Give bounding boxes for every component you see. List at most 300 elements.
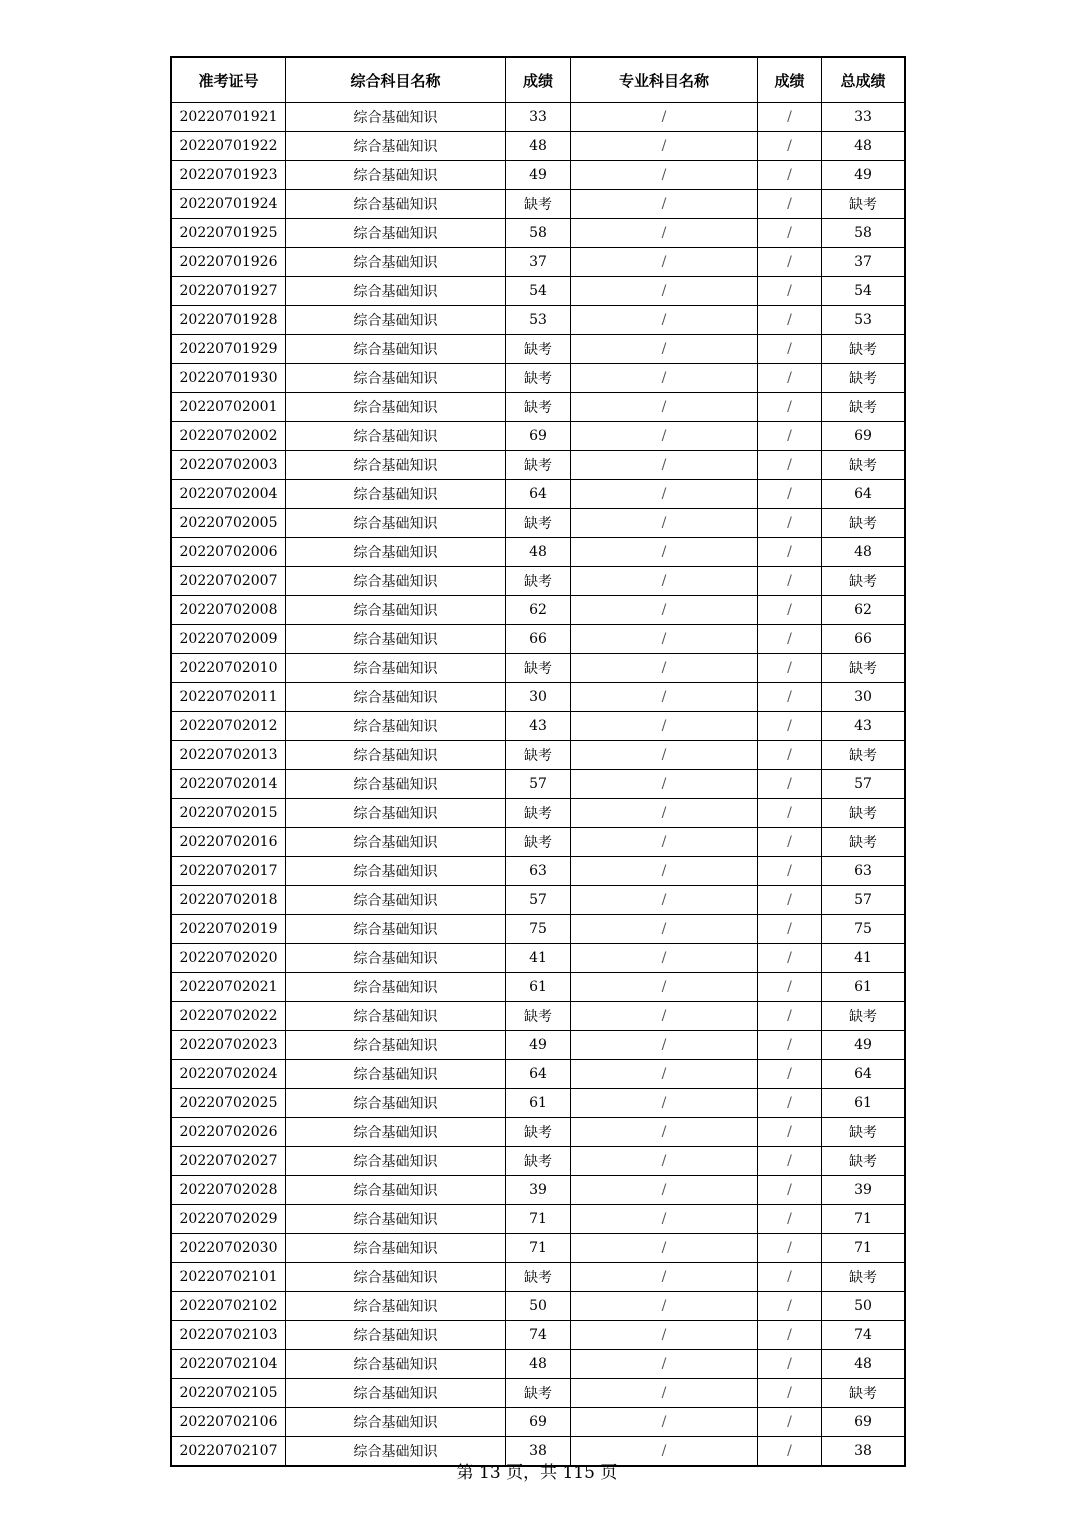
major-score-cell: / xyxy=(758,335,822,364)
major-subject-cell: / xyxy=(571,596,758,625)
major-score-cell: / xyxy=(758,248,822,277)
major-subject-cell: / xyxy=(571,1118,758,1147)
header-general-score: 成绩 xyxy=(506,57,571,103)
general-score-cell: 62 xyxy=(506,596,571,625)
major-score-cell: / xyxy=(758,1408,822,1437)
general-subject-cell: 综合基础知识 xyxy=(286,1437,506,1467)
major-subject-cell: / xyxy=(571,1147,758,1176)
major-subject-cell: / xyxy=(571,915,758,944)
major-score-cell: / xyxy=(758,1205,822,1234)
exam-id-cell: 20220702018 xyxy=(171,886,286,915)
total-score-cell: 75 xyxy=(822,915,906,944)
general-subject-cell: 综合基础知识 xyxy=(286,509,506,538)
major-score-cell: / xyxy=(758,161,822,190)
general-score-cell: 57 xyxy=(506,770,571,799)
major-score-cell: / xyxy=(758,973,822,1002)
major-subject-cell: / xyxy=(571,1002,758,1031)
exam-id-cell: 20220702011 xyxy=(171,683,286,712)
total-score-cell: 62 xyxy=(822,596,906,625)
table-row xyxy=(171,509,905,538)
table-row xyxy=(171,770,905,799)
exam-id-cell: 20220702013 xyxy=(171,741,286,770)
exam-id-cell: 20220702005 xyxy=(171,509,286,538)
table-body xyxy=(171,103,905,1467)
major-score-cell: / xyxy=(758,828,822,857)
total-score-cell: 缺考 xyxy=(822,364,906,393)
table-row xyxy=(171,828,905,857)
exam-id-cell: 20220701925 xyxy=(171,219,286,248)
major-score-cell: / xyxy=(758,683,822,712)
major-score-cell: / xyxy=(758,1350,822,1379)
major-score-cell: / xyxy=(758,886,822,915)
major-score-cell: / xyxy=(758,1321,822,1350)
general-subject-cell: 综合基础知识 xyxy=(286,335,506,364)
header-major-score: 成绩 xyxy=(758,57,822,103)
major-subject-cell: / xyxy=(571,277,758,306)
major-score-cell: / xyxy=(758,538,822,567)
general-score-cell: 缺考 xyxy=(506,741,571,770)
general-score-cell: 71 xyxy=(506,1205,571,1234)
total-score-cell: 49 xyxy=(822,161,906,190)
major-subject-cell: / xyxy=(571,712,758,741)
major-subject-cell: / xyxy=(571,1321,758,1350)
table-row xyxy=(171,190,905,219)
general-subject-cell: 综合基础知识 xyxy=(286,1002,506,1031)
header-general-subject: 综合科目名称 xyxy=(286,57,506,103)
major-score-cell: / xyxy=(758,915,822,944)
major-subject-cell: / xyxy=(571,741,758,770)
exam-id-cell: 20220702030 xyxy=(171,1234,286,1263)
total-score-cell: 63 xyxy=(822,857,906,886)
exam-id-cell: 20220701923 xyxy=(171,161,286,190)
major-score-cell: / xyxy=(758,799,822,828)
major-subject-cell: / xyxy=(571,1176,758,1205)
major-score-cell: / xyxy=(758,741,822,770)
general-score-cell: 缺考 xyxy=(506,451,571,480)
major-subject-cell: / xyxy=(571,770,758,799)
general-score-cell: 48 xyxy=(506,132,571,161)
major-subject-cell: / xyxy=(571,451,758,480)
general-subject-cell: 综合基础知识 xyxy=(286,683,506,712)
general-score-cell: 缺考 xyxy=(506,654,571,683)
general-subject-cell: 综合基础知识 xyxy=(286,480,506,509)
table-row xyxy=(171,1408,905,1437)
major-subject-cell: / xyxy=(571,828,758,857)
table-row xyxy=(171,712,905,741)
table-row xyxy=(171,1147,905,1176)
exam-id-cell: 20220702025 xyxy=(171,1089,286,1118)
general-score-cell: 49 xyxy=(506,1031,571,1060)
table-row xyxy=(171,886,905,915)
total-score-cell: 50 xyxy=(822,1292,906,1321)
major-subject-cell: / xyxy=(571,683,758,712)
general-score-cell: 缺考 xyxy=(506,364,571,393)
total-score-cell: 66 xyxy=(822,625,906,654)
exam-id-cell: 20220702002 xyxy=(171,422,286,451)
general-subject-cell: 综合基础知识 xyxy=(286,596,506,625)
total-score-cell: 37 xyxy=(822,248,906,277)
table-row xyxy=(171,538,905,567)
total-score-cell: 69 xyxy=(822,422,906,451)
general-subject-cell: 综合基础知识 xyxy=(286,625,506,654)
exam-id-cell: 20220702026 xyxy=(171,1118,286,1147)
major-score-cell: / xyxy=(758,1234,822,1263)
total-score-cell: 30 xyxy=(822,683,906,712)
exam-id-cell: 20220701924 xyxy=(171,190,286,219)
general-score-cell: 43 xyxy=(506,712,571,741)
exam-id-cell: 20220702006 xyxy=(171,538,286,567)
major-score-cell: / xyxy=(758,364,822,393)
general-score-cell: 61 xyxy=(506,973,571,1002)
major-score-cell: / xyxy=(758,393,822,422)
table-row xyxy=(171,422,905,451)
general-subject-cell: 综合基础知识 xyxy=(286,712,506,741)
general-score-cell: 64 xyxy=(506,480,571,509)
major-subject-cell: / xyxy=(571,248,758,277)
major-subject-cell: / xyxy=(571,799,758,828)
table-row xyxy=(171,1002,905,1031)
general-subject-cell: 综合基础知识 xyxy=(286,538,506,567)
major-score-cell: / xyxy=(758,219,822,248)
major-subject-cell: / xyxy=(571,1292,758,1321)
major-subject-cell: / xyxy=(571,944,758,973)
table-row xyxy=(171,915,905,944)
table-header xyxy=(171,57,905,103)
header-total-score: 总成绩 xyxy=(822,57,906,103)
total-score-cell: 缺考 xyxy=(822,393,906,422)
general-score-cell: 缺考 xyxy=(506,567,571,596)
general-score-cell: 48 xyxy=(506,1350,571,1379)
table-row xyxy=(171,1205,905,1234)
general-subject-cell: 综合基础知识 xyxy=(286,219,506,248)
general-score-cell: 缺考 xyxy=(506,828,571,857)
general-subject-cell: 综合基础知识 xyxy=(286,1060,506,1089)
table-row xyxy=(171,1321,905,1350)
table-row xyxy=(171,1379,905,1408)
exam-id-cell: 20220702028 xyxy=(171,1176,286,1205)
general-score-cell: 53 xyxy=(506,306,571,335)
total-score-cell: 缺考 xyxy=(822,741,906,770)
general-score-cell: 缺考 xyxy=(506,1118,571,1147)
general-subject-cell: 综合基础知识 xyxy=(286,393,506,422)
total-score-cell: 57 xyxy=(822,886,906,915)
major-subject-cell: / xyxy=(571,1350,758,1379)
table-row xyxy=(171,1176,905,1205)
major-subject-cell: / xyxy=(571,1263,758,1292)
general-subject-cell: 综合基础知识 xyxy=(286,1118,506,1147)
exam-id-cell: 20220702017 xyxy=(171,857,286,886)
major-subject-cell: / xyxy=(571,567,758,596)
total-score-cell: 缺考 xyxy=(822,190,906,219)
total-score-cell: 缺考 xyxy=(822,1118,906,1147)
general-score-cell: 33 xyxy=(506,103,571,132)
exam-id-cell: 20220701921 xyxy=(171,103,286,132)
general-subject-cell: 综合基础知识 xyxy=(286,1379,506,1408)
major-subject-cell: / xyxy=(571,1379,758,1408)
table-row xyxy=(171,277,905,306)
major-subject-cell: / xyxy=(571,335,758,364)
major-score-cell: / xyxy=(758,1147,822,1176)
major-subject-cell: / xyxy=(571,103,758,132)
table-row xyxy=(171,973,905,1002)
major-subject-cell: / xyxy=(571,364,758,393)
general-score-cell: 69 xyxy=(506,422,571,451)
table-row xyxy=(171,248,905,277)
total-score-cell: 48 xyxy=(822,132,906,161)
general-score-cell: 缺考 xyxy=(506,1002,571,1031)
exam-id-cell: 20220702024 xyxy=(171,1060,286,1089)
major-score-cell: / xyxy=(758,625,822,654)
major-score-cell: / xyxy=(758,1176,822,1205)
general-score-cell: 75 xyxy=(506,915,571,944)
total-score-cell: 58 xyxy=(822,219,906,248)
major-score-cell: / xyxy=(758,1263,822,1292)
table-row xyxy=(171,480,905,509)
general-score-cell: 64 xyxy=(506,1060,571,1089)
general-subject-cell: 综合基础知识 xyxy=(286,161,506,190)
exam-id-cell: 20220702001 xyxy=(171,393,286,422)
general-score-cell: 54 xyxy=(506,277,571,306)
table-row xyxy=(171,683,905,712)
major-score-cell: / xyxy=(758,1031,822,1060)
major-score-cell: / xyxy=(758,451,822,480)
exam-id-cell: 20220702015 xyxy=(171,799,286,828)
major-subject-cell: / xyxy=(571,1437,758,1467)
total-score-cell: 64 xyxy=(822,480,906,509)
major-score-cell: / xyxy=(758,944,822,973)
exam-id-cell: 20220702020 xyxy=(171,944,286,973)
total-score-cell: 缺考 xyxy=(822,567,906,596)
exam-id-cell: 20220702007 xyxy=(171,567,286,596)
general-subject-cell: 综合基础知识 xyxy=(286,306,506,335)
table-row xyxy=(171,1031,905,1060)
total-score-cell: 缺考 xyxy=(822,828,906,857)
general-score-cell: 38 xyxy=(506,1437,571,1467)
general-subject-cell: 综合基础知识 xyxy=(286,364,506,393)
major-subject-cell: / xyxy=(571,132,758,161)
major-score-cell: / xyxy=(758,480,822,509)
table-row xyxy=(171,132,905,161)
major-score-cell: / xyxy=(758,1089,822,1118)
exam-id-cell: 20220701927 xyxy=(171,277,286,306)
general-subject-cell: 综合基础知识 xyxy=(286,886,506,915)
major-score-cell: / xyxy=(758,857,822,886)
general-subject-cell: 综合基础知识 xyxy=(286,654,506,683)
major-score-cell: / xyxy=(758,277,822,306)
table-row xyxy=(171,219,905,248)
total-score-cell: 71 xyxy=(822,1205,906,1234)
table-row xyxy=(171,1060,905,1089)
major-subject-cell: / xyxy=(571,161,758,190)
total-score-cell: 69 xyxy=(822,1408,906,1437)
exam-id-cell: 20220702008 xyxy=(171,596,286,625)
major-score-cell: / xyxy=(758,190,822,219)
table-row xyxy=(171,1350,905,1379)
major-subject-cell: / xyxy=(571,219,758,248)
total-score-cell: 缺考 xyxy=(822,451,906,480)
major-subject-cell: / xyxy=(571,1031,758,1060)
general-subject-cell: 综合基础知识 xyxy=(286,190,506,219)
major-score-cell: / xyxy=(758,422,822,451)
general-score-cell: 50 xyxy=(506,1292,571,1321)
general-score-cell: 63 xyxy=(506,857,571,886)
exam-id-cell: 20220702104 xyxy=(171,1350,286,1379)
general-subject-cell: 综合基础知识 xyxy=(286,1321,506,1350)
general-subject-cell: 综合基础知识 xyxy=(286,799,506,828)
total-score-cell: 41 xyxy=(822,944,906,973)
major-score-cell: / xyxy=(758,509,822,538)
major-score-cell: / xyxy=(758,712,822,741)
major-subject-cell: / xyxy=(571,857,758,886)
general-subject-cell: 综合基础知识 xyxy=(286,973,506,1002)
table-row xyxy=(171,335,905,364)
total-score-cell: 缺考 xyxy=(822,1263,906,1292)
total-score-cell: 缺考 xyxy=(822,509,906,538)
general-subject-cell: 综合基础知识 xyxy=(286,451,506,480)
general-score-cell: 缺考 xyxy=(506,799,571,828)
general-subject-cell: 综合基础知识 xyxy=(286,1031,506,1060)
general-score-cell: 69 xyxy=(506,1408,571,1437)
total-score-cell: 64 xyxy=(822,1060,906,1089)
total-score-cell: 61 xyxy=(822,1089,906,1118)
exam-id-cell: 20220701926 xyxy=(171,248,286,277)
general-score-cell: 30 xyxy=(506,683,571,712)
major-subject-cell: / xyxy=(571,1205,758,1234)
major-subject-cell: / xyxy=(571,654,758,683)
general-score-cell: 74 xyxy=(506,1321,571,1350)
major-score-cell: / xyxy=(758,306,822,335)
general-score-cell: 缺考 xyxy=(506,335,571,364)
exam-id-cell: 20220702010 xyxy=(171,654,286,683)
exam-id-cell: 20220702027 xyxy=(171,1147,286,1176)
general-score-cell: 缺考 xyxy=(506,1263,571,1292)
total-score-cell: 33 xyxy=(822,103,906,132)
general-score-cell: 49 xyxy=(506,161,571,190)
exam-id-cell: 20220702022 xyxy=(171,1002,286,1031)
exam-id-cell: 20220701930 xyxy=(171,364,286,393)
exam-id-cell: 20220702009 xyxy=(171,625,286,654)
general-subject-cell: 综合基础知识 xyxy=(286,422,506,451)
major-score-cell: / xyxy=(758,132,822,161)
table-row xyxy=(171,596,905,625)
general-subject-cell: 综合基础知识 xyxy=(286,944,506,973)
header-row xyxy=(171,57,905,103)
major-subject-cell: / xyxy=(571,306,758,335)
major-subject-cell: / xyxy=(571,538,758,567)
total-score-cell: 53 xyxy=(822,306,906,335)
major-subject-cell: / xyxy=(571,625,758,654)
table-row xyxy=(171,1263,905,1292)
total-score-cell: 缺考 xyxy=(822,799,906,828)
general-score-cell: 缺考 xyxy=(506,190,571,219)
major-score-cell: / xyxy=(758,1379,822,1408)
total-score-cell: 74 xyxy=(822,1321,906,1350)
exam-id-cell: 20220702029 xyxy=(171,1205,286,1234)
exam-id-cell: 20220702019 xyxy=(171,915,286,944)
major-score-cell: / xyxy=(758,567,822,596)
general-subject-cell: 综合基础知识 xyxy=(286,1234,506,1263)
general-subject-cell: 综合基础知识 xyxy=(286,1292,506,1321)
exam-id-cell: 20220702102 xyxy=(171,1292,286,1321)
general-score-cell: 57 xyxy=(506,886,571,915)
major-subject-cell: / xyxy=(571,480,758,509)
total-score-cell: 39 xyxy=(822,1176,906,1205)
table-row xyxy=(171,1292,905,1321)
page-footer: 第 13 页，共 115 页 xyxy=(456,1463,618,1483)
table-row xyxy=(171,1089,905,1118)
table-row xyxy=(171,1118,905,1147)
general-subject-cell: 综合基础知识 xyxy=(286,741,506,770)
major-subject-cell: / xyxy=(571,886,758,915)
general-subject-cell: 综合基础知识 xyxy=(286,1176,506,1205)
major-subject-cell: / xyxy=(571,190,758,219)
score-table xyxy=(170,56,906,1467)
table-row xyxy=(171,625,905,654)
exam-id-cell: 20220702021 xyxy=(171,973,286,1002)
table-row xyxy=(171,741,905,770)
general-score-cell: 缺考 xyxy=(506,1147,571,1176)
table-row xyxy=(171,451,905,480)
general-score-cell: 61 xyxy=(506,1089,571,1118)
general-subject-cell: 综合基础知识 xyxy=(286,857,506,886)
total-score-cell: 缺考 xyxy=(822,335,906,364)
exam-id-cell: 20220701929 xyxy=(171,335,286,364)
major-score-cell: / xyxy=(758,770,822,799)
general-subject-cell: 综合基础知识 xyxy=(286,132,506,161)
general-score-cell: 41 xyxy=(506,944,571,973)
major-subject-cell: / xyxy=(571,973,758,1002)
exam-id-cell: 20220702106 xyxy=(171,1408,286,1437)
table-row xyxy=(171,364,905,393)
total-score-cell: 48 xyxy=(822,538,906,567)
exam-id-cell: 20220702003 xyxy=(171,451,286,480)
exam-id-cell: 20220702014 xyxy=(171,770,286,799)
table-row xyxy=(171,654,905,683)
exam-id-cell: 20220702004 xyxy=(171,480,286,509)
major-score-cell: / xyxy=(758,1437,822,1467)
major-subject-cell: / xyxy=(571,1408,758,1437)
table-row xyxy=(171,944,905,973)
exam-id-cell: 20220702023 xyxy=(171,1031,286,1060)
exam-id-cell: 20220702107 xyxy=(171,1437,286,1467)
general-subject-cell: 综合基础知识 xyxy=(286,567,506,596)
general-score-cell: 37 xyxy=(506,248,571,277)
total-score-cell: 71 xyxy=(822,1234,906,1263)
general-subject-cell: 综合基础知识 xyxy=(286,103,506,132)
general-subject-cell: 综合基础知识 xyxy=(286,770,506,799)
total-score-cell: 缺考 xyxy=(822,1002,906,1031)
general-subject-cell: 综合基础知识 xyxy=(286,1147,506,1176)
major-score-cell: / xyxy=(758,1292,822,1321)
general-subject-cell: 综合基础知识 xyxy=(286,1205,506,1234)
general-score-cell: 缺考 xyxy=(506,509,571,538)
total-score-cell: 49 xyxy=(822,1031,906,1060)
general-subject-cell: 综合基础知识 xyxy=(286,828,506,857)
major-subject-cell: / xyxy=(571,1089,758,1118)
exam-id-cell: 20220702105 xyxy=(171,1379,286,1408)
major-score-cell: / xyxy=(758,596,822,625)
major-score-cell: / xyxy=(758,1002,822,1031)
total-score-cell: 缺考 xyxy=(822,654,906,683)
general-subject-cell: 综合基础知识 xyxy=(286,1089,506,1118)
major-score-cell: / xyxy=(758,103,822,132)
table-row xyxy=(171,161,905,190)
general-score-cell: 48 xyxy=(506,538,571,567)
table-row xyxy=(171,306,905,335)
total-score-cell: 38 xyxy=(822,1437,906,1467)
total-score-cell: 61 xyxy=(822,973,906,1002)
major-subject-cell: / xyxy=(571,1060,758,1089)
